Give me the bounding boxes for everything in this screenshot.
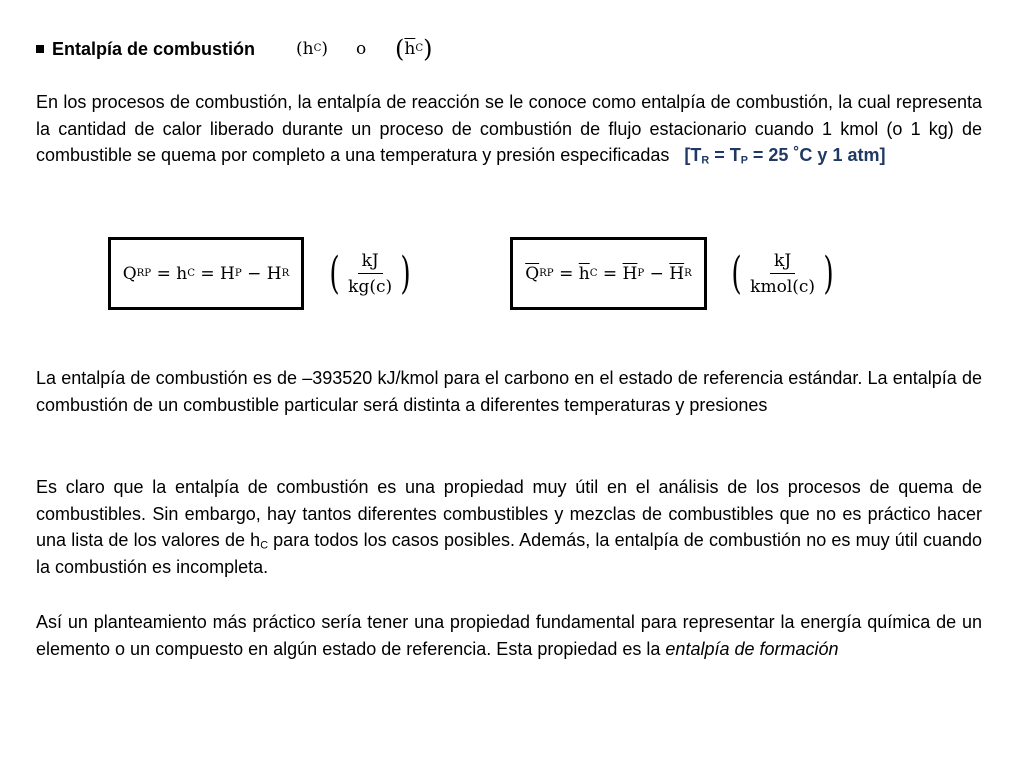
unit-kj-per-kg: ( $\frac{kJ}{kg(c)}$ ) [329, 248, 411, 299]
section-heading [36, 34, 255, 64]
symbol-h-c: ( h C ) [296, 39, 329, 59]
equation-box-mass: Q RP = h C = H P − H R [108, 237, 304, 310]
reference-condition: [$T_R = T_P = 25$ ˚C y 1 atm] [684, 145, 886, 167]
heading-connector: o [356, 39, 367, 59]
paragraph-carbon-value: La entalpía de combustión es de –393520 kJ/kmol para el carbono en el estado de referencia estándar. La entalpía de combustión de un combustible particular será distinta a diferentes temperaturas y presiones [36, 368, 982, 415]
paragraph-definition: En los procesos de combustión, la entalpía de reacción se le conoce como entalpía de combustión, la cual representa la cantidad de calor liberado durante un proceso de combustión de flujo estacionario cuando 1 kmol (o 1 kg) de combustible se quema por completo a una temperatura y presión especificadas [$T_R = T_P = 25$ ˚C y 1 atm] [36, 92, 982, 167]
bullet-square-icon [36, 45, 44, 53]
unit-kj-per-kmol: ( $\frac{kJ}{\text{kmol(c)}}$ ) [731, 248, 834, 299]
equation-box-molar: $\overline{Q}$ RP = $\overline{h}$ C = $\overline{H}$ P − $\overline{H}$ R [510, 237, 707, 310]
paragraph-formation: Así un planteamiento más práctico sería tener una propiedad fundamental para representar la energía química de un elemento o un compuesto en algún estado de referencia. Esta propiedad es la entalpía de formación [36, 612, 982, 659]
paragraph-usefulness: Es claro que la entalpía de combustión es una propiedad muy útil en el análisis de los procesos de quema de combustibles. Sin embargo, hay tantos diferentes combustibles y mezclas de combustibles que no es práctico hacer una lista de los valores de $h_C$ para todos los casos posibles. Además, la entalpía de combustión no es muy útil cuando la combustión es incompleta. [36, 477, 983, 577]
heading-title: Entalpía de combustión [52, 38, 256, 59]
symbol-h-c-bar: ( $\overline{h}$ C ) [395, 35, 433, 63]
